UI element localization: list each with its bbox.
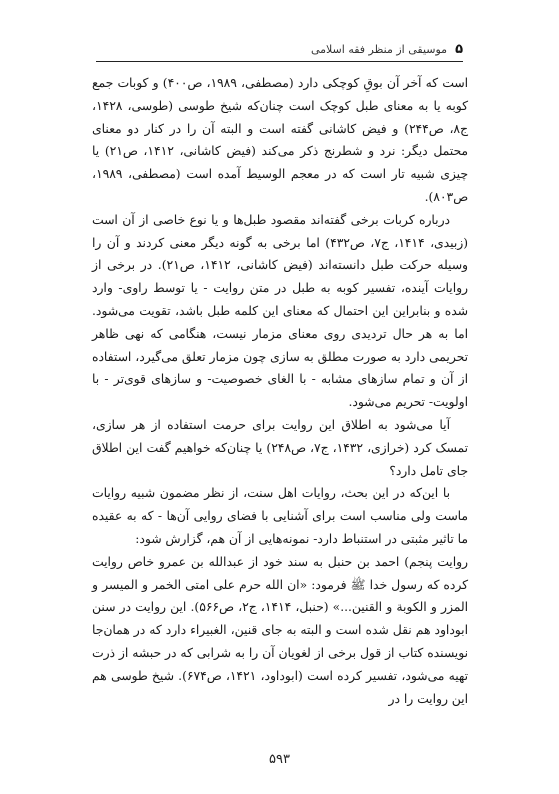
header-page-marker: ۵: [455, 41, 463, 57]
body-text: [92, 72, 468, 710]
paragraph-3: آیا می‌شود به اطلاق این روایت برای حرمت استفاده از هر سازی، تمسک کرد (خرازی، ۱۴۳۲، ج۷، ص۲۴۸) یا چنان‌که خواهیم گفت این اطلاق جای تامل دارد؟: [92, 417, 468, 478]
paragraph-4: با این‌که در این بحث، روایات اهل سنت، از نظر مضمون شبیه روایات ماست ولی مناسب است برای آشنایی با فضای روایی آن‌ها - که به عقیده ما تاثیر مثبتی در استنباط دارد- نمونه‌هایی از آن هم، گزارش شود:: [92, 486, 468, 546]
header-title: موسیقی از منظر فقه اسلامی: [310, 42, 448, 56]
running-header: [96, 40, 463, 58]
paragraph-1: است که آخر آن بوقِ کوچکی دارد (مصطفی، ۱۹۸۹، ص۴۰۰) و کوبات جمع کوبه یا به معنای طبل کوچک است چنان‌که شیخ طوسی (طوسی، ۱۴۲۸، ج۸، ص۲۴۴) و فیض کاشانی گفته است و البته آن را در کنار دو معنای محتمل دیگر: نرد و شطرنج ذکر می‌کند (فیض کاشانی، ۱۴۱۲، ص۲۱) یا چیزی شبیه تار است که در معجم الوسیط آمده است (مصطفی، ۱۹۸۹، ص۸۰۳).: [92, 76, 469, 204]
header-rule: [96, 61, 463, 62]
paragraph-5: روایت پنجم) احمد بن حنبل به سند خود از عبدالله بن عمرو خاص روایت کرده که رسول خدا ﷺ فرمود: «ان الله حرم علی امتی الخمر و المیسر و المزر و الکوبة و القنین...» (حنبل، ۱۴۱۴، ج۲، ص۵۶۶). این روایت در سنن ابوداود هم نقل شده است و البته به جای قنین، الغبیراء دارد که در همان‌جا نویسنده کتاب از قول برخی از لغویان آن را به شرابی که در حبشه از ذرت تهیه می‌شود، تفسیر کرده است (ابوداود، ۱۴۲۱، ص۶۷۴). شیخ طوسی هم این روایت را در: [92, 554, 469, 706]
page-number: ۵۹۳: [269, 752, 290, 767]
paragraph-2: درباره کربات برخی گفته‌اند مقصود طبل‌ها و یا نوع خاصی از آن است (زبیدی، ۱۴۱۴، ج۷، ص۴۳۲) اما برخی به گونه دیگر معنی کردند و آن را وسیله حرکت طبل دانسته‌اند (فیض کاشانی، ۱۴۱۲، ص۲۱). در برخی از روایات آینده، تفسیر کوبه به طبل در متن روایت - یا توسط راوی- وارد شده و بنابراین این احتمال که معنای این کلمه طبل باشد، تقویت می‌شود. اما به هر حال تردیدی روی معنای مزمار نیست، هنگامی که نهی ظاهر تحریمی دارد به صورت مطلق به سازی چون مزمار تعلق می‌گیرد، استفاده از آن و تمام سازهای مشابه - با الغای خصوصیت- و سازهای قوی‌تر - با اولویت- تحریم می‌شود.: [92, 212, 468, 410]
